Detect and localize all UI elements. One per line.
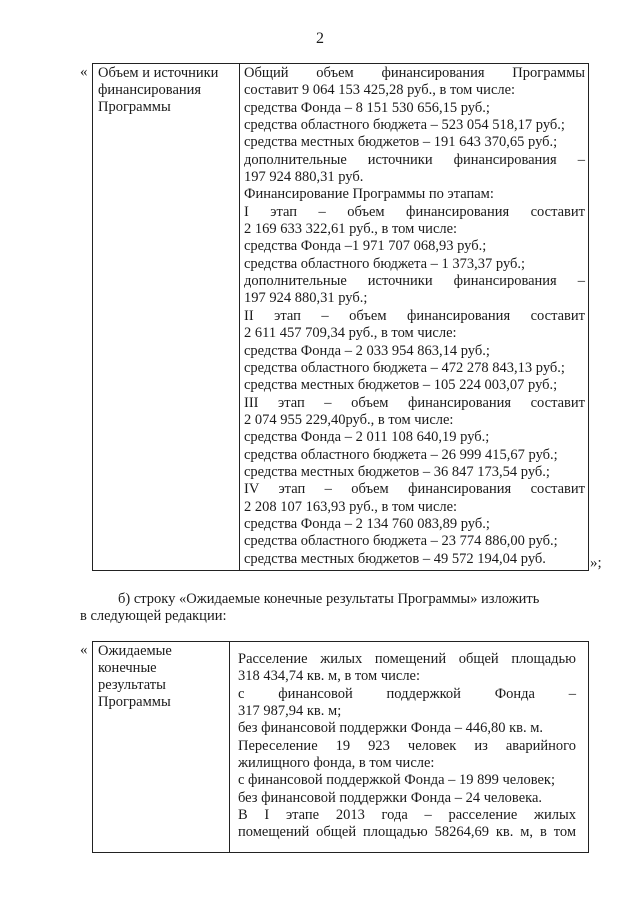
text-line: 197 924 880,31 руб.; — [244, 290, 368, 307]
text-line: средства местных бюджетов – 191 643 370,65 руб.; — [244, 134, 558, 151]
page-number: 2 — [316, 30, 324, 47]
text-line: 2 208 107 163,93 руб., в том числе: — [244, 498, 458, 515]
text-line: средства областного бюджета – 26 999 415,67 руб.; — [244, 446, 558, 463]
text-line: жилищного фонда, в том числе: — [238, 755, 435, 772]
text-line: средства Фонда –1 971 707 068,93 руб.; — [244, 238, 487, 255]
financing-table — [92, 63, 589, 571]
open-quote: « — [80, 64, 88, 80]
text-line: IV этап – объем финансирования составит — [244, 481, 585, 498]
text-line: средства местных бюджетов – 105 224 003,07 руб.; — [244, 377, 558, 394]
text-line: средства Фонда – 2 011 108 640,19 руб.; — [244, 429, 490, 446]
text-line: Переселение 19 923 человек из аварийного — [238, 737, 576, 754]
text-line: средства областного бюджета – 1 373,37 руб.; — [244, 255, 526, 272]
open-quote: « — [80, 642, 88, 658]
label-line: Объем и источники — [98, 65, 219, 81]
amendment-paragraph-line: в следующей редакции: — [80, 608, 227, 624]
text-line: средства областного бюджета – 23 774 886,00 руб.; — [244, 533, 558, 550]
results-label-cell — [93, 642, 230, 853]
results-table — [92, 641, 589, 853]
label-line: Программы — [98, 694, 171, 710]
label-line: конечные — [98, 660, 157, 676]
text-line: средства областного бюджета – 523 054 518,17 руб.; — [244, 117, 565, 134]
label-line: финансирования — [98, 82, 202, 98]
label-line: результаты — [98, 677, 166, 693]
text-line: 197 924 880,31 руб. — [244, 169, 364, 186]
text-line: составит 9 064 153 425,28 руб., в том числе: — [244, 82, 516, 99]
text-line: дополнительные источники финансирования – — [244, 273, 585, 290]
text-line: Общий объем финансирования Программы — [244, 65, 585, 81]
text-line: средства Фонда – 8 151 530 656,15 руб.; — [244, 99, 490, 116]
financing-label-cell — [93, 64, 240, 571]
text-line: с финансовой поддержкой Фонда – — [238, 685, 576, 702]
results-content-cell — [230, 642, 589, 853]
amendment-paragraph-line: б) строку «Ожидаемые конечные результаты Программы» изложить — [118, 591, 540, 607]
text-line: 318 434,74 кв. м, в том числе: — [238, 668, 421, 685]
text-line: средства Фонда – 2 134 760 083,89 руб.; — [244, 515, 490, 532]
close-quote: »; — [590, 555, 602, 571]
text-line: В I этапе 2013 года – расселение жилых — [238, 807, 576, 824]
text-line: с финансовой поддержкой Фонда – 19 899 человек; — [238, 772, 555, 789]
text-line: 317 987,94 кв. м; — [238, 703, 342, 720]
label-line: Ожидаемые — [98, 643, 172, 659]
text-line: III этап – объем финансирования составит — [244, 394, 585, 411]
text-line: без финансовой поддержки Фонда – 24 человека. — [238, 789, 543, 806]
text-line: Финансирование Программы по этапам: — [244, 186, 494, 203]
text-line: средства местных бюджетов – 49 572 194,04 руб. — [244, 550, 546, 567]
text-line: I этап – объем финансирования составит — [244, 203, 585, 220]
financing-content-cell — [240, 64, 589, 571]
text-line: 2 611 457 709,34 руб., в том числе: — [244, 325, 457, 342]
text-line: помещений общей площадью 58264,69 кв. м, в том — [238, 824, 576, 841]
label-line: Программы — [98, 99, 171, 115]
text-line: средства Фонда – 2 033 954 863,14 руб.; — [244, 342, 490, 359]
text-line: Расселение жилых помещений общей площадью — [238, 651, 576, 667]
text-line: средства областного бюджета – 472 278 843,13 руб.; — [244, 359, 565, 376]
text-line: без финансовой поддержки Фонда – 446,80 кв. м. — [238, 720, 544, 737]
text-line: средства местных бюджетов – 36 847 173,54 руб.; — [244, 463, 550, 480]
text-line: II этап – объем финансирования составит — [244, 307, 585, 324]
text-line: 2 074 955 229,40руб., в том числе: — [244, 411, 454, 428]
text-line: дополнительные источники финансирования – — [244, 151, 585, 168]
text-line: 2 169 633 322,61 руб., в том числе: — [244, 221, 458, 238]
